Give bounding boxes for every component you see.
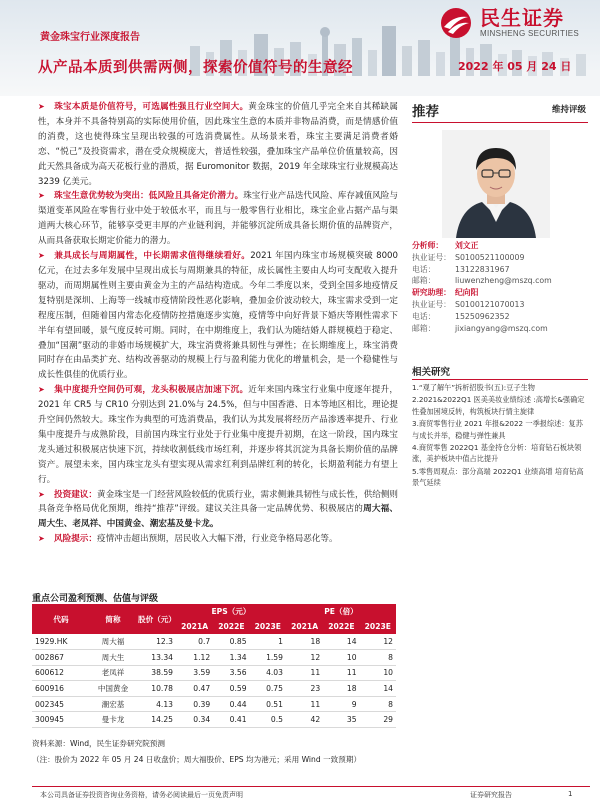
header-pe: PE（倍） xyxy=(286,604,396,619)
report-title: 从产品本质到供需两侧，探索价值符号的生意经 xyxy=(38,60,353,76)
cell-pe-2021a: 12 xyxy=(286,650,323,666)
summary-paragraph xyxy=(38,383,398,487)
page-number: 1 xyxy=(568,790,573,798)
cell-price: 38.59 xyxy=(136,665,176,681)
cell-eps-2022e: 0.44 xyxy=(213,696,249,712)
cell-eps-2022e: 0.41 xyxy=(213,712,249,728)
cell-eps-2023e: 1.59 xyxy=(250,650,286,666)
cell-price: 4.13 xyxy=(136,696,176,712)
cell-pe-2022e: 35 xyxy=(323,712,359,728)
paragraph-text: 黄金珠宝的价值几乎完全来自其稀缺属性，本身并不具备特别高的实际使用价值，因此珠宝生意的本质并非物品消费，而是情感价值的消费，这也使得珠宝呈现出较强的可选消费属性。从场景来看，珠宝主要满足消费者婚恋、“悦己”及投资需求，潜在受众规模庞大，普适性较强，叠加珠宝产品单位价值量较高，因此天然具备成为高天花板行业的潜质，据 Euromonitor 数据，2019 年全球珠宝行业规模高达 3239 亿美元。 xyxy=(38,102,398,187)
assistant-phone: 15250962352 xyxy=(455,311,510,321)
arrow-bullet-icon: ➤ xyxy=(38,191,45,201)
analyst-row xyxy=(412,252,588,264)
cell-name: 中国黄金 xyxy=(90,681,136,697)
analyst-info xyxy=(412,240,588,334)
cell-eps-2022e: 1.34 xyxy=(213,650,249,666)
analyst-portrait-image xyxy=(442,130,550,238)
cell-code: 1929.HK xyxy=(32,634,90,650)
cell-eps-2021a: 0.7 xyxy=(176,634,213,650)
header-year: 2023E xyxy=(250,619,286,634)
report-date: 2022 年 05 月 24 日 xyxy=(458,60,572,73)
cell-eps-2023e: 0.5 xyxy=(250,712,286,728)
cell-pe-2022e: 10 xyxy=(323,650,359,666)
cell-eps-2021a: 3.59 xyxy=(176,665,213,681)
cell-code: 002867 xyxy=(32,650,90,666)
paragraph-lead: 风险提示： xyxy=(54,534,97,545)
cell-pe-2022e: 18 xyxy=(323,681,359,697)
paragraph-lead: 投资建议： xyxy=(54,489,98,500)
assistant-email[interactable]: jixiangyang@mszq.com xyxy=(455,323,548,333)
paragraph-lead: 集中度提升空间仍可观，龙头积极展店加速下沉。 xyxy=(54,385,249,396)
related-research-title: 相关研究 xyxy=(412,364,588,380)
analyst-row xyxy=(412,264,588,276)
related-research-item[interactable]: 1.“观了解午”拆析招股书(五):豆子生物 xyxy=(412,383,535,392)
cell-eps-2023e: 4.03 xyxy=(250,665,286,681)
cell-eps-2021a: 0.34 xyxy=(176,712,213,728)
cell-eps-2022e: 0.85 xyxy=(213,634,249,650)
related-research-item[interactable]: 5.零售周观点：部分高端 2022Q1 业绩高增 培育钻高景气延续 xyxy=(412,466,584,488)
table-note: （注：股价为 2022 年 05 月 24 日收盘价；周大福股价、EPS 均为港元；采用 Wind 一致预期） xyxy=(32,755,362,764)
cell-pe-2022e: 11 xyxy=(323,665,359,681)
cell-pe-2023e: 8 xyxy=(360,696,396,712)
analyst-field-label: 邮箱： xyxy=(412,323,436,333)
logo-chinese-text: 民生证券 xyxy=(480,6,564,30)
paragraph-lead: 兼具成长与周期属性，中长期需求值得继续看好。 xyxy=(54,251,251,262)
cell-name: 曼卡龙 xyxy=(90,712,136,728)
rating-sub: 维持评级 xyxy=(551,105,586,115)
cell-code: 600916 xyxy=(32,681,90,697)
cell-pe-2021a: 23 xyxy=(286,681,323,697)
cell-pe-2022e: 14 xyxy=(323,634,359,650)
logo-english-text: MINSHENG SECURITIES xyxy=(480,29,580,38)
cell-pe-2023e: 10 xyxy=(360,665,396,681)
paragraph-text: 珠宝行业产品迭代风险、库存减值风险与渠道变革风险在零售行业中处于较低水平，而且与一般零售行业相比，珠宝企业占据产品与渠道两大核心环节，能够享受更丰厚的产业链利润，并能够沉淀所成具备长期价值的品牌资产，从而具备获取长期定价能力的潜力。 xyxy=(38,191,398,247)
cell-eps-2022e: 0.59 xyxy=(213,681,249,697)
table-row xyxy=(32,681,396,697)
header-year: 2021A xyxy=(176,619,213,634)
analyst-email[interactable]: liuwenzheng@mszq.com xyxy=(455,276,552,286)
assistant-license: S0100121070013 xyxy=(455,299,525,309)
rating-label: 推荐 xyxy=(412,104,439,120)
cell-pe-2022e: 9 xyxy=(323,696,359,712)
analyst-row xyxy=(412,240,588,252)
paragraph-lead: 珠宝本质是价值符号，可选属性强且行业空间大。 xyxy=(54,102,249,112)
table-header-row xyxy=(32,604,396,619)
cell-eps-2021a: 1.12 xyxy=(176,650,213,666)
report-type: 黄金珠宝行业深度报告 xyxy=(40,32,140,43)
header-price: 股价（元） xyxy=(136,604,176,634)
related-research-item[interactable]: 2.2021&2022Q1 医美美妆业绩综述 :高增长&强确定性叠加困境反转，构筑板块行情主旋律 xyxy=(412,395,585,416)
cell-pe-2023e: 12 xyxy=(360,634,396,650)
arrow-bullet-icon: ➤ xyxy=(38,102,45,111)
cell-eps-2023e: 1 xyxy=(250,634,286,650)
summary-paragraph xyxy=(38,488,398,533)
paragraph-text: 2021 年国内珠宝市场规模突破 8000 亿元，在过去多年发展中呈现出成长与周期兼具的特征，成长属性主要由人均可支配收入提升驱动，而周期属性则主要由黄金为主的产品结构造成。今年二季度以来，受到全国多地疫情反复特别是深圳、上海等一线城市疫情阶段性恶化影响，叠加金价波动较大，珠宝需求受到一定程度压制，但随着国内常态化疫情防控措施逐步实施，疫情等中向好背景下婚庆等刚性需求下半年有望回暖，景气度反转可期。同时，在中期维度上，我们认为随结婚人群规模趋于稳定、叠加“国潮”驱动的非婚市场规模扩大，珠宝消费将兼具韧性与弹性；在长期维度上，珠宝消费同时存在由品类扩充、结构改善驱动的规模上行与盈利能力优化的增量机会，是一个稳健性与成长性俱佳的优质行业。 xyxy=(38,251,398,381)
cell-price: 12.3 xyxy=(136,634,176,650)
paragraph-lead: 珠宝生意优势较为突出：低风险且具备定价潜力。 xyxy=(54,191,244,202)
analyst-role: 分析师： xyxy=(412,241,444,250)
cell-eps-2022e: 3.56 xyxy=(213,665,249,681)
table-row xyxy=(32,650,396,666)
related-research-item[interactable]: 4.商贸零售 2022Q1 基金持仓分析：培育钻石板块领涨，美护板块中值占比提升 xyxy=(412,443,582,464)
table-source: 资料来源：Wind，民生证券研究院预测 xyxy=(32,739,165,748)
cell-pe-2021a: 42 xyxy=(286,712,323,728)
analyst-field-label: 电话： xyxy=(412,264,436,274)
header-code: 代码 xyxy=(32,604,90,634)
analyst-field-label: 执业证号： xyxy=(412,252,451,262)
cell-eps-2023e: 0.51 xyxy=(250,696,286,712)
table-row xyxy=(32,696,396,712)
summary-paragraph xyxy=(38,100,398,189)
logo-mark-icon xyxy=(438,7,474,39)
cell-name: 潮宏基 xyxy=(90,696,136,712)
header-year: 2021A xyxy=(286,619,323,634)
cell-price: 10.78 xyxy=(136,681,176,697)
cell-name: 周大生 xyxy=(90,650,136,666)
summary-paragraph xyxy=(38,249,398,383)
header-year: 2022E xyxy=(213,619,249,634)
cell-pe-2021a: 11 xyxy=(286,696,323,712)
table-body xyxy=(32,634,396,728)
analyst-row xyxy=(412,323,588,335)
analyst-license: S0100521100009 xyxy=(455,252,525,262)
header-year: 2023E xyxy=(360,619,396,634)
cell-pe-2023e: 8 xyxy=(360,650,396,666)
footer-disclaimer: 本公司具备证券投资咨询业务资格，请务必阅读最后一页免责声明 xyxy=(40,791,243,799)
arrow-bullet-icon: ➤ xyxy=(38,489,45,499)
summary-paragraph xyxy=(38,532,398,547)
table-title: 重点公司盈利预测、估值与评级 xyxy=(32,594,159,604)
header-banner xyxy=(0,0,600,96)
cell-name: 老凤祥 xyxy=(90,665,136,681)
footer-divider xyxy=(32,786,590,787)
cell-pe-2021a: 11 xyxy=(286,665,323,681)
analyst-field-label: 电话： xyxy=(412,311,436,321)
assistant-name: 纪向阳 xyxy=(455,288,479,298)
table-row xyxy=(32,712,396,728)
cell-name: 周大福 xyxy=(90,634,136,650)
arrow-bullet-icon: ➤ xyxy=(38,251,45,261)
analyst-field-label: 执业证号： xyxy=(412,299,451,309)
analyst-row xyxy=(412,275,588,287)
analyst-phone: 13122831967 xyxy=(455,264,510,274)
header-name: 简称 xyxy=(90,604,136,634)
brand-logo xyxy=(438,4,600,42)
header-eps: EPS（元） xyxy=(176,604,286,619)
cell-code: 600612 xyxy=(32,665,90,681)
cell-eps-2021a: 0.39 xyxy=(176,696,213,712)
summary-body xyxy=(38,100,398,547)
cell-pe-2023e: 14 xyxy=(360,681,396,697)
rating-box xyxy=(412,97,588,123)
arrow-bullet-icon: ➤ xyxy=(38,534,45,544)
paragraph-text: 黄金珠宝是一门经营风险较低的优质行业，需求侧兼具韧性与成长性，供给侧则具备竞争格局优化预期，维持“推荐”评级。建议关注具备一定品牌优势、积极展店的 xyxy=(38,489,398,515)
analyst-row xyxy=(412,311,588,323)
related-research-list xyxy=(412,382,588,490)
summary-paragraph xyxy=(38,189,398,249)
paragraph-text: 疫情冲击超出预期，居民收入大幅下滑，行业竞争格局恶化等。 xyxy=(96,534,338,545)
footer-doc-type: 证券研究报告 xyxy=(470,791,512,799)
arrow-bullet-icon: ➤ xyxy=(38,385,45,395)
related-research-item[interactable]: 3.商贸零售行业 2021 年报&2022 一季报综述：复苏与成长并举，稳健与弹性兼具 xyxy=(412,419,583,440)
forecast-table xyxy=(32,604,396,728)
cell-code: 300945 xyxy=(32,712,90,728)
analyst-row xyxy=(412,287,588,299)
analyst-row xyxy=(412,299,588,311)
cell-price: 14.25 xyxy=(136,712,176,728)
cell-pe-2023e: 29 xyxy=(360,712,396,728)
analyst-field-label: 邮箱： xyxy=(412,276,436,286)
cell-eps-2023e: 0.75 xyxy=(250,681,286,697)
table-row xyxy=(32,665,396,681)
cell-code: 002345 xyxy=(32,696,90,712)
header-year: 2022E xyxy=(323,619,359,634)
cell-eps-2021a: 0.47 xyxy=(176,681,213,697)
assistant-role: 研究助理： xyxy=(412,288,451,298)
cell-pe-2021a: 18 xyxy=(286,634,323,650)
paragraph-text: 近年来国内珠宝行业集中度逐年提升，2021 年 CR5 与 CR10 分别达到 21.0%与 24.5%，但与中国香港、日本等地区相比，理论提升空间仍然较大。珠宝作为典型的可选消费品，我们认为其发展将经历产品渗透率提升、行业集中度提升与成熟阶段，目前国内珠宝行业处于行业集中度提升初期，在这一阶段，国内珠宝龙头通过积极展店快速下沉，持续收割低线市场红利，并逐步将其沉淀为具备长期价值的品牌资产。展望未来，国内珠宝龙头有望实现从需求红利到品牌红利的转化，长期盈利能力有望上行。 xyxy=(38,385,398,485)
table-row xyxy=(32,634,396,650)
paragraph-bold-text: 周大福、周大生、老凤祥、中国黄金、潮宏基及曼卡龙。 xyxy=(38,504,398,530)
analyst-name: 刘文正 xyxy=(455,241,479,250)
analyst-photo xyxy=(442,130,550,238)
cell-price: 13.34 xyxy=(136,650,176,666)
